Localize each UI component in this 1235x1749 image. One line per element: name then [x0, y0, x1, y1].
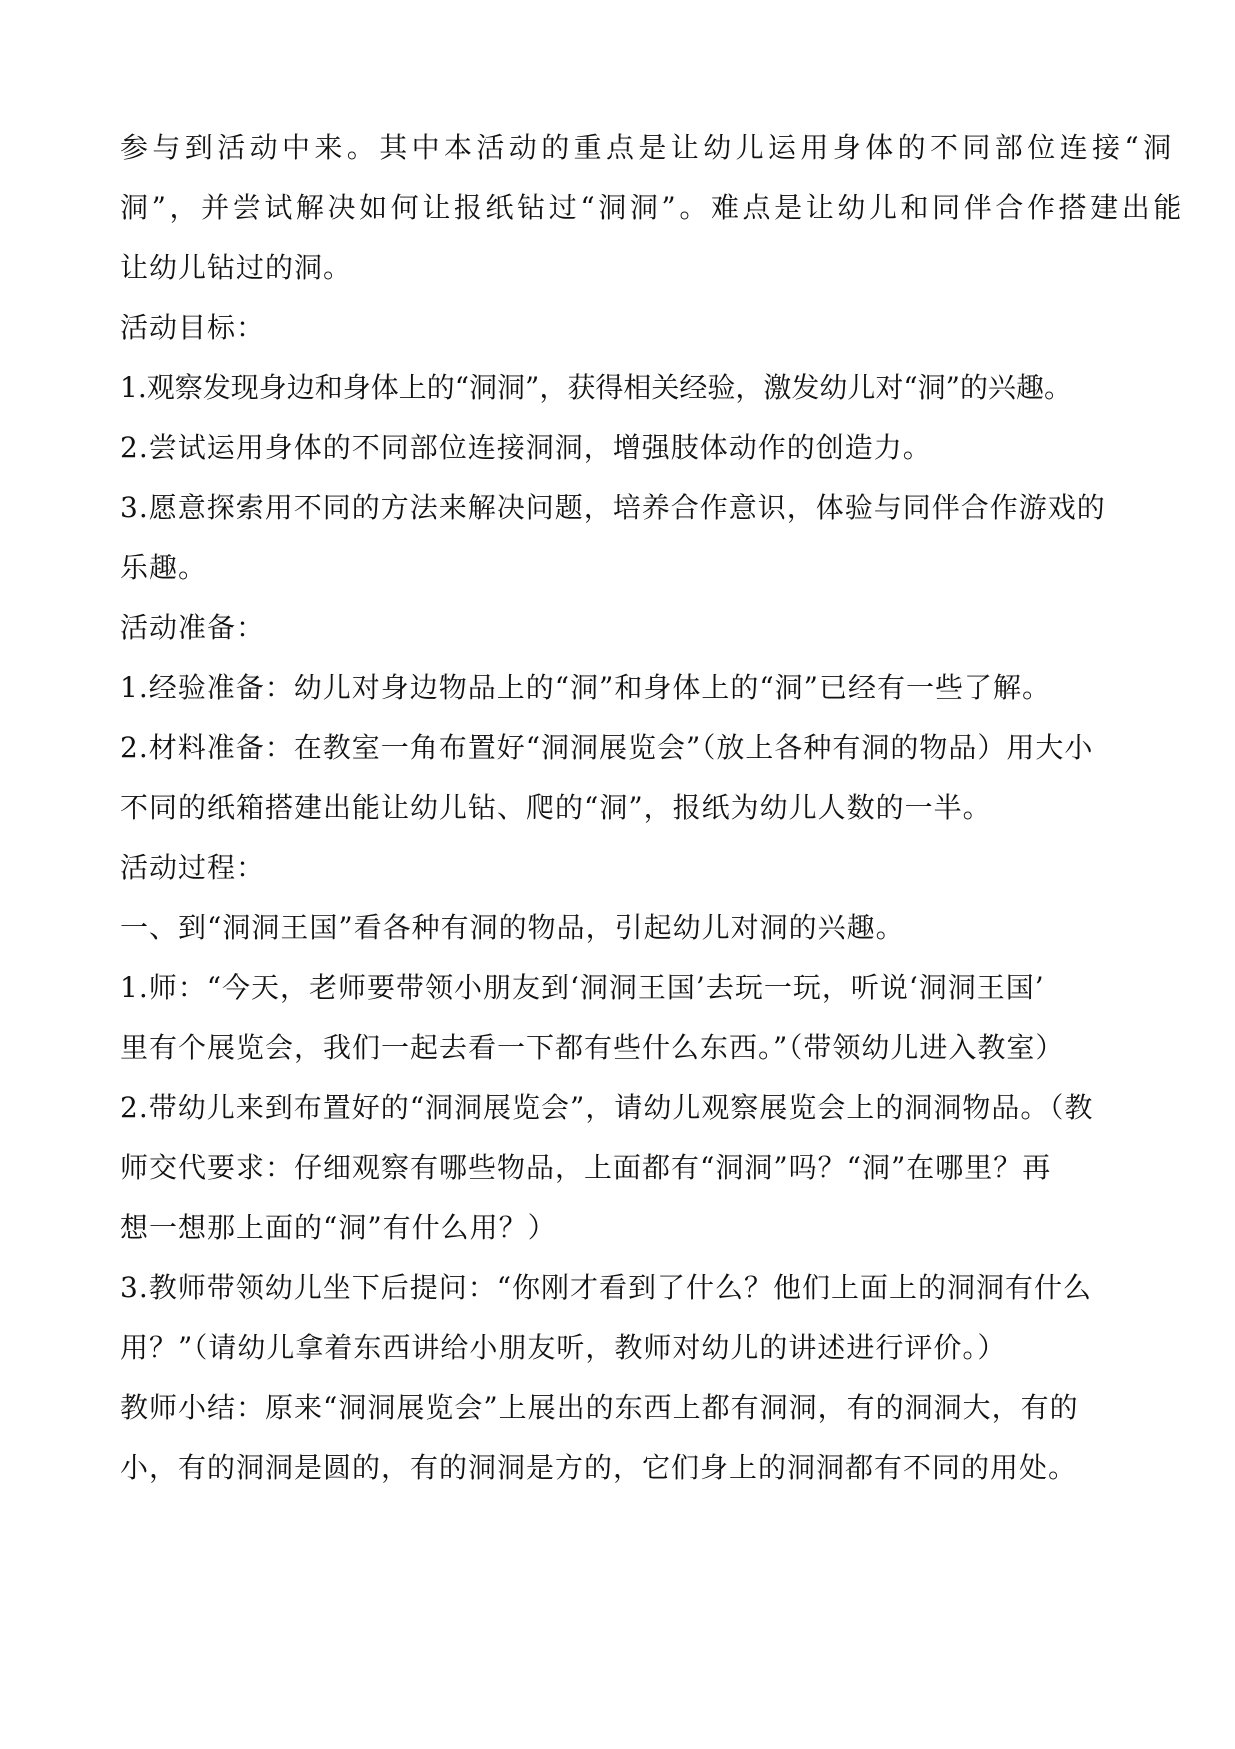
text-line: 里有个展览会，我们一起去看一下都有些什么东西。”（带领幼儿进入教室） — [120, 1031, 1065, 1064]
goal-item-1: 1.观察发现身边和身体上的“洞洞”，获得相关经验，激发幼儿对“洞”的兴趣。 — [120, 371, 1072, 404]
text-line: 想一想那上面的“洞”有什么用？） — [120, 1211, 557, 1244]
text-line: 参与到活动中来。其中本活动的重点是让幼儿运用身体的不同部位连接“洞 — [120, 131, 1176, 164]
text-line: 小，有的洞洞是圆的，有的洞洞是方的，它们身上的洞洞都有不同的用处。 — [120, 1451, 1078, 1484]
preparation-item-2: 2.材料准备：在教室一角布置好“洞洞展览会”（放上各种有洞的物品）用大小 — [120, 731, 1094, 764]
text-line: 乐趣。 — [120, 551, 208, 584]
process-item-3: 3.教师带领幼儿坐下后提问：“你刚才看到了什么？他们上面上的洞洞有什么 — [120, 1271, 1093, 1304]
preparation-item-1: 1.经验准备：幼儿对身边物品上的“洞”和身体上的“洞”已经有一些了解。 — [120, 671, 1051, 704]
text-line: 不同的纸箱搭建出能让幼儿钻、爬的“洞”，报纸为幼儿人数的一半。 — [120, 791, 992, 824]
section-heading-preparation: 活动准备： — [120, 611, 266, 644]
goal-item-2: 2.尝试运用身体的不同部位连接洞洞，增强肢体动作的创造力。 — [120, 431, 932, 464]
text-line: 洞”，并尝试解决如何让报纸钻过“洞洞”。难点是让幼儿和同伴合作搭建出能 — [120, 191, 1185, 224]
section-heading-goals: 活动目标： — [120, 311, 266, 344]
teacher-summary: 教师小结：原来“洞洞展览会”上展出的东西上都有洞洞，有的洞洞大，有的 — [120, 1391, 1079, 1424]
document-body — [120, 118, 1185, 1498]
process-item-2: 2.带幼儿来到布置好的“洞洞展览会”，请幼儿观察展览会上的洞洞物品。（教 — [120, 1091, 1094, 1124]
section-heading-process: 活动过程： — [120, 851, 266, 884]
text-line: 用？”（请幼儿拿着东西讲给小朋友听，教师对幼儿的讲述进行评价。） — [120, 1331, 1007, 1364]
process-step-heading: 一、到“洞洞王国”看各种有洞的物品，引起幼儿对洞的兴趣。 — [120, 911, 905, 944]
text-line: 让幼儿钻过的洞。 — [120, 251, 353, 284]
process-item-1: 1.师：“今天，老师要带领小朋友到‘洞洞王国’去玩一玩，听说‘洞洞王国’ — [120, 971, 1045, 1004]
text-line: 师交代要求：仔细观察有哪些物品，上面都有“洞洞”吗？“洞”在哪里？再 — [120, 1151, 1052, 1184]
goal-item-3: 3.愿意探索用不同的方法来解决问题，培养合作意识，体验与同伴合作游戏的 — [120, 491, 1106, 524]
